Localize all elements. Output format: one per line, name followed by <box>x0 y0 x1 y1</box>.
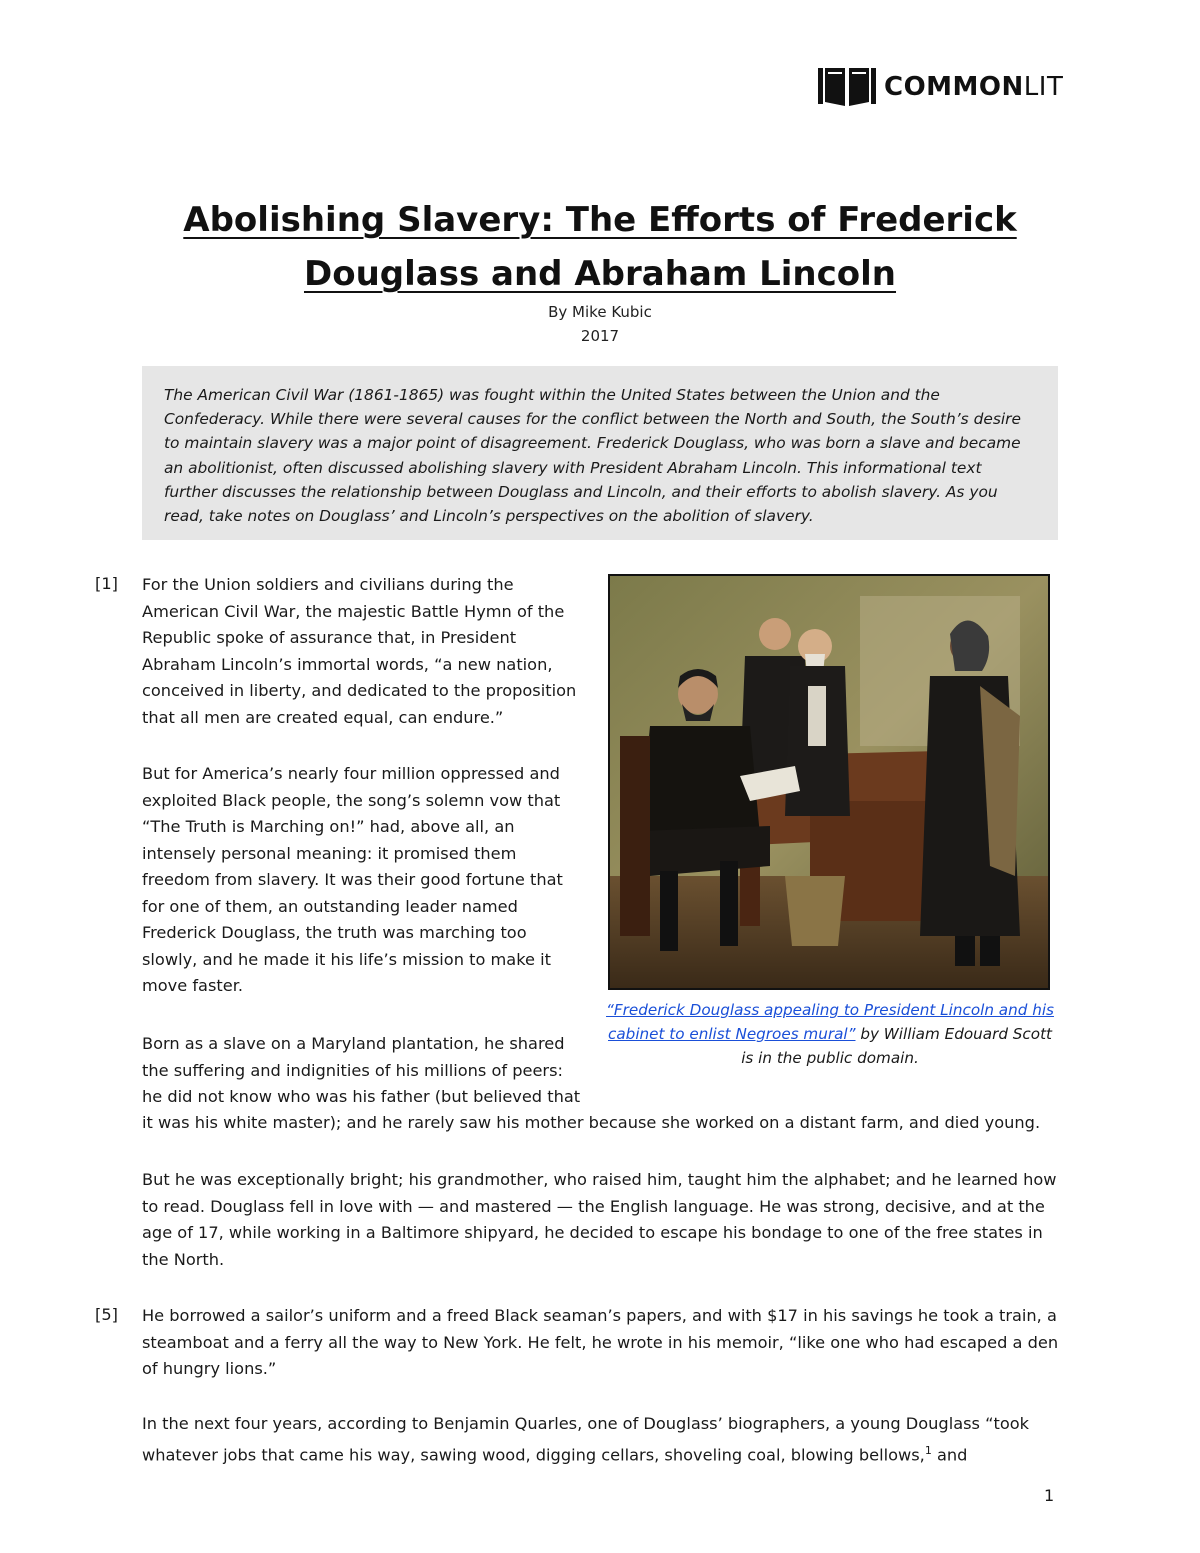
byline <box>0 300 1200 348</box>
year: 2017 <box>580 327 620 345</box>
paragraph-marker: [1] <box>95 574 118 593</box>
paragraph-3: Born as a slave on a Maryland plantation, he shared the suffering and indignities of his millions of peers: he did not know who was his father (but believed that <box>142 1034 581 1106</box>
paragraph-3-continued: it was his white master); and he rarely saw his mother because she worked on a distant farm, and died young. <box>142 1113 1041 1132</box>
painting-image <box>608 574 1050 990</box>
figure-caption <box>600 998 1060 1070</box>
paragraph-4: But he was exceptionally bright; his grandmother, who raised him, taught him the alphabet; and he learned how to read. Douglass fell in love with — and mastered — the English language. He was strong, decisive, and at the age of 17, while working in a Baltimore shipyard, he decided to escape his bondage to one of the free states in the North. <box>142 1170 1057 1269</box>
author: By Mike Kubic <box>548 303 652 321</box>
page-number: 1 <box>1044 1486 1055 1505</box>
paragraph-6: In the next four years, according to Benjamin Quarles, one of Douglass’ biographers, a young Douglass “took whatever jobs that came his way, sawing wood, digging cellars, shoveling coal, blowing bellows,$^1$ and <box>142 1414 1030 1464</box>
caption-link[interactable]: “Frederick Douglass appealing to President Lincoln and his cabinet to enlist Negroes mural” <box>606 1001 1054 1043</box>
paragraph-1: For the Union soldiers and civilians during the American Civil War, the majestic Battle Hymn of the Republic spoke of assurance that, in President Abraham Lincoln’s immortal words, “a new nation, conceived in liberty, and dedicated to the proposition that all men are created equal, can endure.” <box>142 575 577 727</box>
commonlit-logo <box>818 66 1063 108</box>
paragraph-2: But for America’s nearly four million oppressed and exploited Black people, the song’s solemn vow that “The Truth is Marching on!” had, above all, an intensely personal meaning: it promised them freedom from slavery. It was their good fortune that for one of them, an outstanding leader named Frederick Douglass, the truth was marching too slowly, and he made it his life’s mission to make it move faster. <box>142 764 563 995</box>
paragraph-5: He borrowed a sailor’s uniform and a freed Black seaman’s papers, and with $17 in his savings he took a train, a steamboat and a ferry all the way to New York. He felt, he wrote in his memoir, “like one who had escaped a den of hungry lions.” <box>142 1306 1059 1378</box>
paragraph-marker: [5] <box>95 1305 118 1324</box>
book-icon <box>818 66 876 108</box>
footnote-marker[interactable]: 1 <box>924 1443 932 1457</box>
intro-box: The American Civil War (1861-1865) was fought within the United States between the Union and the Confederacy. While there were several causes for the conflict between the North and South, the South’s desire to maintain slavery was a major point of disagreement. Frederick Douglass, who was born a slave and became an abolitionist, often discussed abolishing slavery with President Abraham Lincoln. This informational text further discusses the relationship between Douglass and Lincoln, and their efforts to abolish slavery. As you read, take notes on Douglass’ and Lincoln’s perspectives on the abolition of slavery. <box>142 366 1058 540</box>
page-title: Abolishing Slavery: The Efforts of Frederick Douglass and Abraham Lincoln <box>183 200 1017 294</box>
caption-credit: by William Edouard Scott is in the public domain. <box>741 1025 1052 1067</box>
logo-wordmark: COMMONLIT <box>884 72 1064 102</box>
painting-illustration <box>610 576 1048 988</box>
